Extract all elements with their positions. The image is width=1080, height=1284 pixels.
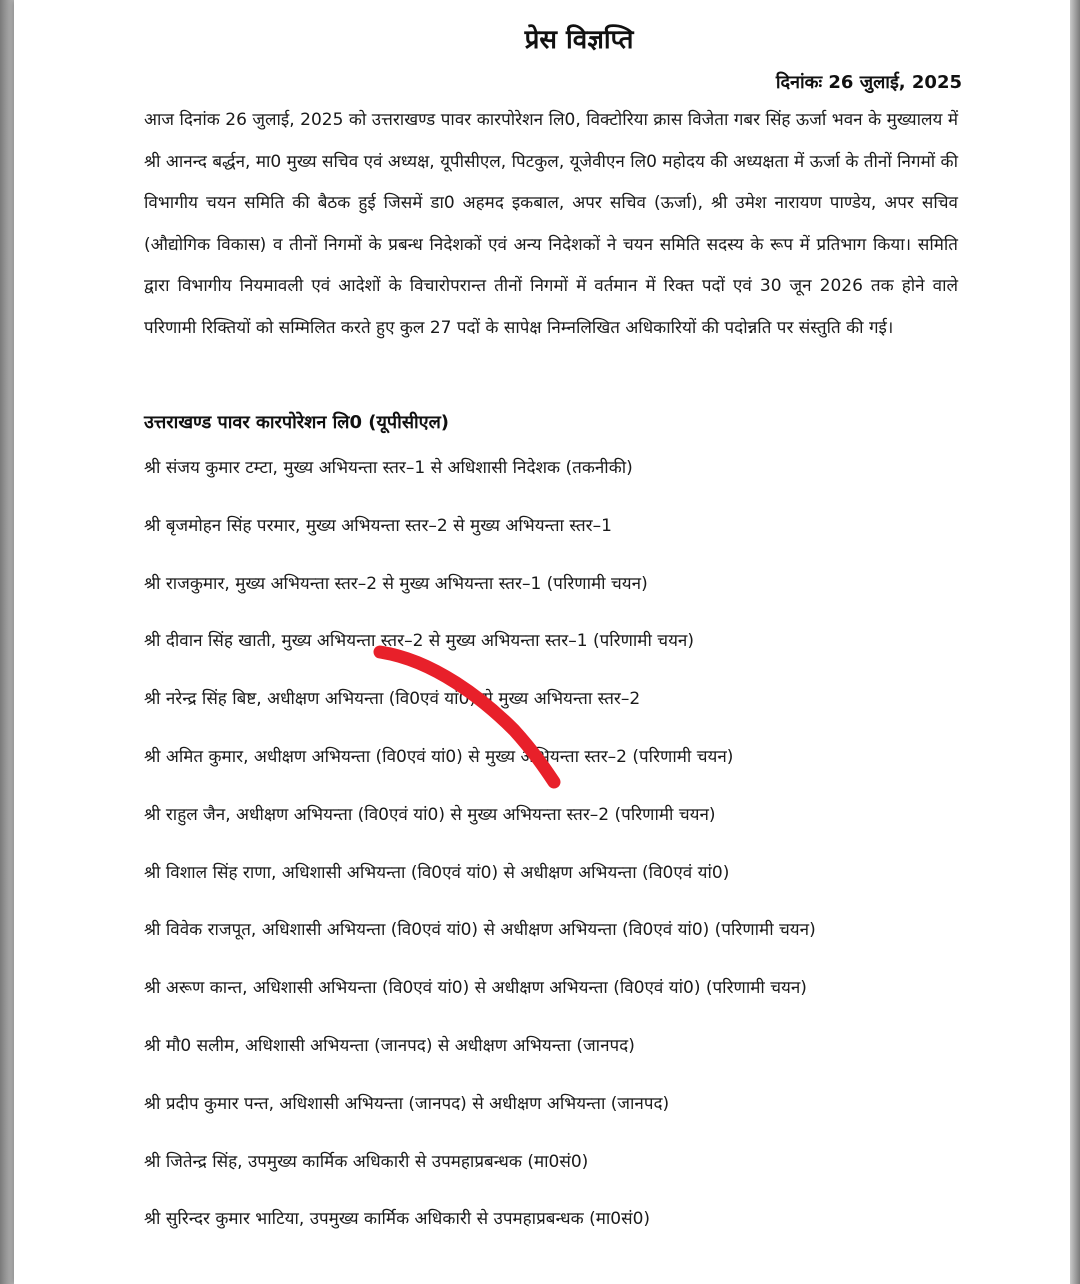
list-item: श्री सुरिन्दर कुमार भाटिया, उपमुख्य कार्मिक अधिकारी से उपमहाप्रबन्धक (मा0सं0) xyxy=(144,1209,651,1230)
list-item: श्री दीवान सिंह खाती, मुख्य अभियन्ता स्तर–2 से मुख्य अभियन्ता स्तर–1 (परिणामी चयन) xyxy=(144,631,695,652)
page-shadow-left xyxy=(0,0,14,1284)
promotion-list xyxy=(144,450,964,1259)
page-shadow-right xyxy=(1070,0,1080,1284)
list-item: श्री मौ0 सलीम, अधिशासी अभियन्ता (जानपद) से अधीक्षण अभियन्ता (जानपद) xyxy=(144,1035,635,1056)
list-item: श्री संजय कुमार टम्टा, मुख्य अभियन्ता स्तर–1 से अधिशासी निदेशक (तकनीकी) xyxy=(144,458,633,478)
body-paragraph: आज दिनांक 26 जुलाई, 2025 को उत्तराखण्ड पावर कारपोरेशन लि0, विक्टोरिया क्रास विजेता गबर सिंह ऊर्जा भवन के मुख्यालय में श्री आनन्द बर्द्धन, मा0 मुख्य सचिव एवं अध्यक्ष, यूपीसीएल, पिटकुल, यूजेवीएन लि0 महोदय की अध्यक्षता में ऊर्जा के तीनों निगमों की विभागीय चयन समिति की बैठक हुई जिसमें डा0 अहमद इकबाल, अपर सचिव (ऊर्जा), श्री उमेश नारायण पाण्डेय, अपर सचिव (औद्योगिक विकास) व तीनों निगमों के प्रबन्ध निदेशकों एवं अन्य निदेशकों ने चयन समिति सदस्य के रूप में प्रतिभाग किया। समिति द्वारा विभागीय नियमावली एवं आदेशों के विचारोपरान्त तीनों निगमों में वर्तमान में रिक्त पदों एवं 30 जून 2026 तक होने वाले परिणामी रिक्तियों को सम्मिलित करते हुए कुल 27 पदों के सापेक्ष निम्नलिखित अधिकारियों की पदोन्नति पर संस्तुति की गई। xyxy=(144,110,958,338)
list-item: श्री नरेन्द्र सिंह बिष्ट, अधीक्षण अभियन्ता (वि0एवं यां0) से मुख्य अभियन्ता स्तर–2 xyxy=(144,689,641,710)
list-item: श्री अरूण कान्त, अधिशासी अभियन्ता (वि0एवं यां0) से अधीक्षण अभियन्ता (वि0एवं यां0) (परिणामी चयन) xyxy=(144,978,807,999)
list-item: श्री अमित कुमार, अधीक्षण अभियन्ता (वि0एवं यां0) से मुख्य अभियन्ता स्तर–2 (परिणामी चयन) xyxy=(144,746,734,767)
document-date: दिनांकः 26 जुलाई, 2025 xyxy=(775,72,962,93)
list-item: श्री प्रदीप कुमार पन्त, अधिशासी अभियन्ता (जानपद) से अधीक्षण अभियन्ता (जानपद) xyxy=(144,1093,670,1114)
list-item: श्री बृजमोहन सिंह परमार, मुख्य अभियन्ता स्तर–2 से मुख्य अभियन्ता स्तर–1 xyxy=(144,515,612,536)
list-item: श्री विशाल सिंह राणा, अधिशासी अभियन्ता (वि0एवं यां0) से अधीक्षण अभियन्ता (वि0एवं यां0) xyxy=(144,862,730,883)
list-item: श्री जितेन्द्र सिंह, उपमुख्य कार्मिक अधिकारी से उपमहाप्रबन्धक (मा0सं0) xyxy=(144,1151,589,1172)
page-title: प्रेस विज्ञप्ति xyxy=(524,25,634,55)
list-item: श्री राहुल जैन, अधीक्षण अभियन्ता (वि0एवं यां0) से मुख्य अभियन्ता स्तर–2 (परिणामी चयन) xyxy=(144,804,716,825)
list-item: श्री विवेक राजपूत, अधिशासी अभियन्ता (वि0एवं यां0) से अधीक्षण अभियन्ता (वि0एवं यां0) (परिणामी चयन) xyxy=(144,920,816,941)
list-item: श्री राजकुमार, मुख्य अभियन्ता स्तर–2 से मुख्य अभियन्ता स्तर–1 (परिणामी चयन) xyxy=(144,573,648,594)
document-page xyxy=(14,0,1070,1284)
section-heading: उत्तराखण्ड पावर कारपोरेशन लि0 (यूपीसीएल) xyxy=(144,412,450,433)
